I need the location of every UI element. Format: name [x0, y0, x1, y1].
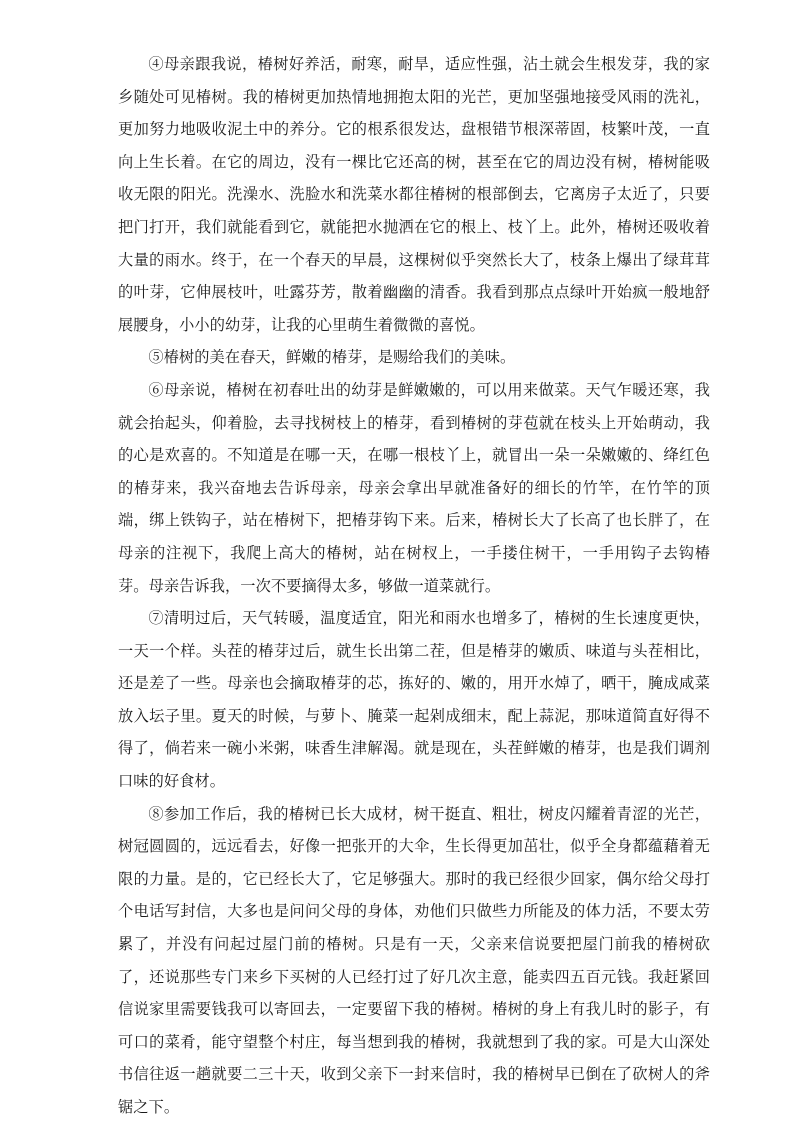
paragraph-7: ⑦清明过后，天气转暖，温度适宜，阳光和雨水也增多了，椿树的生长速度更快，一天一个样。头茬的椿芽过后，就生长出第二茬，但是椿芽的嫩质、味道与头茬相比，还是差了一些。母亲也会摘取椿芽的芯，拣好的、嫩的，用开水焯了，晒干，腌成咸菜放入坛子里。夏天的时候，与萝卜、腌菜一起剁成细末，配上蒜泥，那味道简直好得不得了，倘若来一碗小米粥，味香生津解渴。就是现在，头茬鲜嫩的椿芽，也是我们调剂口味的好食材。	[118, 609, 710, 791]
paragraph-5: ⑤椿树的美在春天，鲜嫩的椿芽，是赐给我们的美味。	[148, 348, 516, 367]
document-page	[118, 48, 710, 1124]
paragraph-8: ⑧参加工作后，我的椿树已长大成材，树干挺直、粗壮，树皮闪耀着青涩的光芒，树冠圆圆的，远远看去，好像一把张开的大伞，生长得更加茁壮，似乎全身都蕴藉着无限的力量。是的，它已经长大了，它足够强大。那时的我已经很少回家，偶尔给父母打个电话写封信，大多也是问问父母的身体，劝他们只做些力所能及的体力活，不要太劳累了，并没有问起过屋门前的椿树。只是有一天，父亲来信说要把屋门前我的椿树砍了，还说那些专门来乡下买树的人已经打过了好几次主意，能卖四五百元钱。我赶紧回信说家里需要钱我可以寄回去，一定要留下我的椿树。椿树的身上有我儿时的影子，有可口的菜肴，能守望整个村庄，每当想到我的椿树，我就想到了我的家。可是大山深处书信往返一趟就要二三十天，收到父亲下一封来信时，我的椿树早已倒在了砍树人的斧锯之下。	[118, 804, 710, 1116]
paragraph-4: ④母亲跟我说，椿树好养活，耐寒，耐旱，适应性强，沾土就会生根发芽，我的家乡随处可见椿树。我的椿树更加热情地拥抱太阳的光芒，更加坚强地接受风雨的洗礼，更加努力地吸收泥土中的养分。它的根系很发达，盘根错节根深蒂固，枝繁叶茂，一直向上生长着。在它的周边，没有一棵比它还高的树，甚至在它的周边没有树，椿树能吸收无限的阳光。洗澡水、洗脸水和洗菜水都往椿树的根部倒去，它离房子太近了，只要把门打开，我们就能看到它，就能把水抛洒在它的根上、枝丫上。此外，椿树还吸收着大量的雨水。终于，在一个春天的早晨，这棵树似乎突然长大了，枝条上爆出了绿茸茸的叶芽，它伸展枝叶，吐露芬芳，散着幽幽的清香。我看到那点点绿叶开始疯一般地舒展腰身，小小的幼芽，让我的心里萌生着微微的喜悦。	[118, 55, 710, 334]
paragraph-6: ⑥母亲说，椿树在初春吐出的幼芽是鲜嫩嫩的，可以用来做菜。天气乍暖还寒，我就会抬起头，仰着脸，去寻找树枝上的椿芽，看到椿树的芽苞就在枝头上开始萌动，我的心是欢喜的。不知道是在哪一天，在哪一根枝丫上，就冒出一朵一朵嫩嫩的、绛红色的椿芽来，我兴奋地去告诉母亲，母亲会拿出早就准备好的细长的竹竿，在竹竿的顶端，绑上铁钩子，站在椿树下，把椿芽钩下来。后来，椿树长大了长高了也长胖了，在母亲的注视下，我爬上高大的椿树，站在树杈上，一手搂住树干，一手用钩子去钩椿芽。母亲告诉我，一次不要摘得太多，够做一道菜就行。	[118, 380, 710, 595]
